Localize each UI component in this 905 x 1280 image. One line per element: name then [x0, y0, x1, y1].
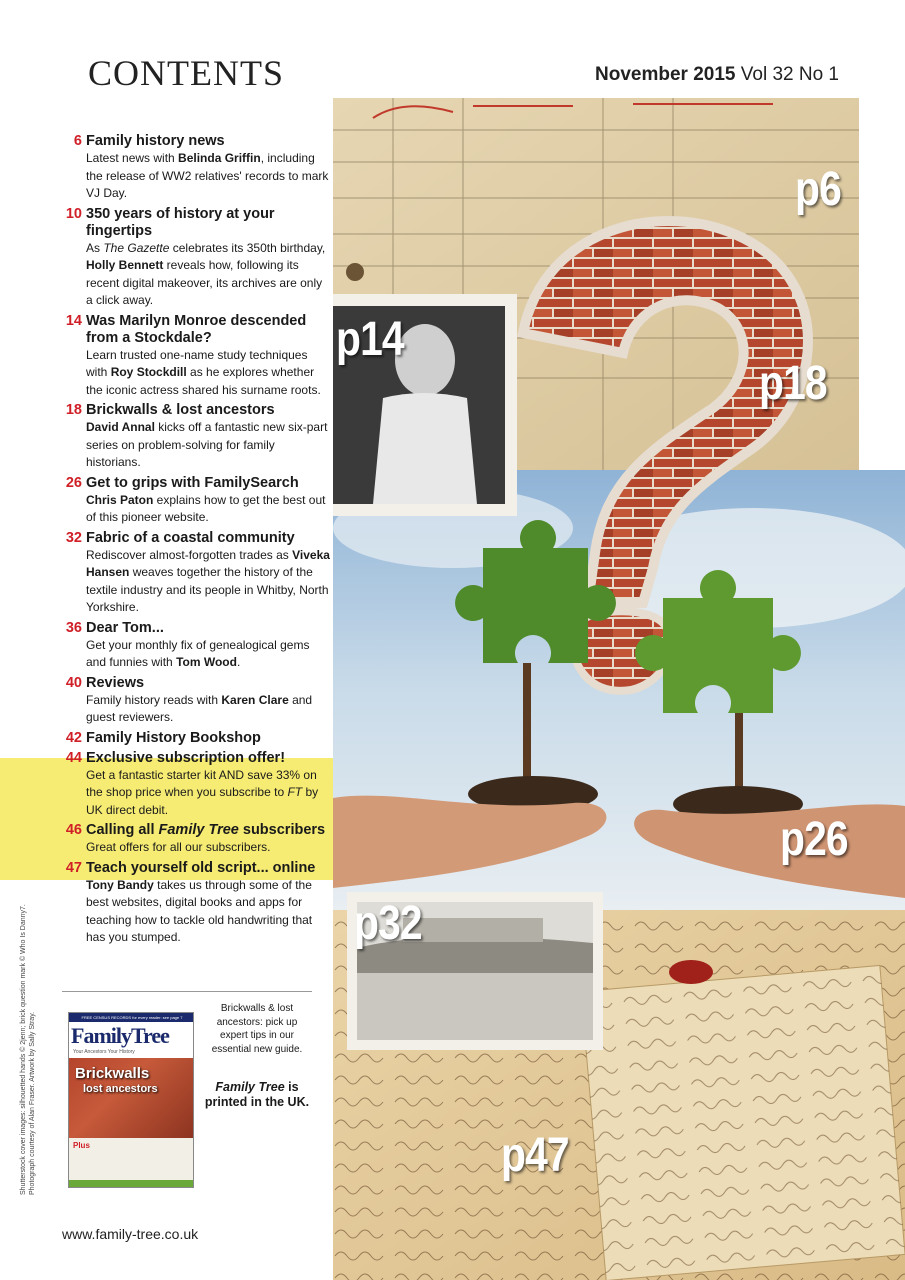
entry-description: Get a fantastic starter kit AND save 33% on the shop price when you subscribe to FT by UK direct debit.: [86, 767, 319, 817]
cover-headline-2: lost ancestors: [83, 1083, 158, 1095]
entry-page-number: 44: [65, 749, 82, 766]
entry-description: Great offers for all our subscribers.: [86, 840, 271, 854]
entry-title: Get to grips with FamilySearch: [86, 474, 299, 491]
page-title: CONTENTS: [88, 53, 284, 93]
contents-list: [62, 133, 332, 950]
page-label-p32[interactable]: p32: [354, 897, 422, 950]
entry-description: Learn trusted one-name study techniques with Roy Stockdill as he explores whether the iconic actress shared his surname roots.: [86, 347, 321, 397]
entry-title: Dear Tom...: [86, 619, 164, 636]
entry-page-number: 6: [73, 133, 82, 149]
contents-entry[interactable]: [62, 750, 332, 820]
contents-entry[interactable]: [62, 860, 332, 947]
cover-banner: FREE CENSUS RECORDS for every reader: see page 7: [69, 1013, 194, 1022]
entry-title: Teach yourself old script... online: [86, 859, 316, 876]
contents-entry[interactable]: [62, 730, 332, 747]
entry-page-number: 42: [65, 729, 82, 746]
entry-page-number: 32: [65, 529, 82, 546]
contents-entry[interactable]: [62, 530, 332, 617]
website-link[interactable]: www.family-tree.co.uk: [62, 1226, 199, 1242]
entry-page-number: 10: [65, 205, 82, 222]
entry-page-number: 47: [65, 859, 82, 876]
contents-entry[interactable]: [62, 206, 332, 310]
entry-description: Rediscover almost-forgotten trades as Viveka Hansen weaves together the history of the textile industry and its people in Whitby, North Yorkshire.: [86, 547, 330, 614]
entry-title: Brickwalls & lost ancestors: [86, 402, 275, 418]
entry-title: Calling all Family Tree subscribers: [86, 822, 326, 838]
entry-page-number: 40: [65, 674, 82, 691]
divider: [62, 991, 312, 992]
magazine-cover-thumbnail[interactable]: [68, 1012, 194, 1188]
issue-vol: Vol 32: [740, 64, 794, 85]
entry-description: As The Gazette celebrates its 350th birthday, Holly Bennett reveals how, following its recent digital makeover, its archives are only a click away.: [86, 240, 326, 307]
entry-page-number: 26: [65, 474, 82, 491]
page-label-p26[interactable]: p26: [780, 813, 848, 866]
contents-entry[interactable]: [62, 402, 332, 472]
cover-footer-bar: [69, 1180, 194, 1188]
entry-page-number: 46: [65, 822, 82, 838]
printed-note: Family Tree is printed in the UK.: [204, 1080, 310, 1109]
entry-description: Latest news with Belinda Griffin, including the release of WW2 relatives' records to mark VJ Day.: [86, 151, 329, 200]
cover-tagline: Your Ancestors Your History: [73, 1049, 135, 1055]
contents-entry[interactable]: [62, 822, 332, 857]
entry-description: Family history reads with Karen Clare and guest reviewers.: [86, 692, 313, 724]
entry-title: Family History Bookshop: [86, 729, 261, 746]
entry-description: Tony Bandy takes us through some of the best websites, digital books and apps for teaching how to tackle old handwriting that has you stumped.: [86, 877, 313, 944]
entry-title: Fabric of a coastal community: [86, 529, 295, 546]
cover-blurb: Brickwalls & lost ancestors: pick up expert tips in our essential new guide.: [211, 1003, 303, 1055]
artwork-svg: [333, 98, 905, 1280]
entry-description: Get your monthly fix of genealogical gems and funnies with Tom Wood.: [86, 637, 310, 669]
image-credit: Shutterstock cover images: silhouetted hands © 2jenn; brick question mark © Who Is Danny7. Photograph courtesy of Alan Fraser. Artwork by Sally Stray.: [20, 904, 36, 1195]
wax-seal: [669, 960, 713, 984]
contents-entry[interactable]: [62, 133, 332, 203]
contents-entry[interactable]: [62, 313, 332, 400]
page-label-p18[interactable]: p18: [759, 357, 827, 410]
contents-entry[interactable]: [62, 675, 332, 727]
entry-title: Reviews: [86, 674, 145, 691]
issue-date: November 2015: [595, 64, 736, 85]
entry-title: 350 years of history at your fingertips: [86, 205, 275, 239]
page-label-p47[interactable]: p47: [501, 1129, 569, 1182]
contents-entry[interactable]: [62, 620, 332, 672]
entry-title: Exclusive subscription offer!: [86, 749, 286, 766]
entry-description: David Annal kicks off a fantastic new six-part series on problem-solving for family historians.: [86, 420, 328, 469]
entry-page-number: 36: [65, 619, 82, 636]
page-label-p14[interactable]: p14: [336, 313, 404, 366]
cover-plus: Plus: [73, 1141, 90, 1150]
entry-title: Family history news: [86, 133, 225, 149]
issue-no: No 1: [798, 64, 839, 85]
entry-page-number: 18: [65, 402, 82, 418]
entry-description: Chris Paton explains how to get the best out of this pioneer website.: [86, 492, 326, 524]
page-label-p6[interactable]: p6: [795, 163, 841, 216]
issue-info: [595, 64, 839, 86]
feature-artwork: [333, 98, 905, 1280]
cover-masthead: FamilyTree: [71, 1023, 169, 1048]
contents-entry[interactable]: [62, 475, 332, 527]
cover-headline: Brickwalls: [75, 1065, 150, 1082]
entry-page-number: 14: [65, 312, 82, 329]
entry-title: Was Marilyn Monroe descended from a Stockdale?: [86, 312, 307, 346]
